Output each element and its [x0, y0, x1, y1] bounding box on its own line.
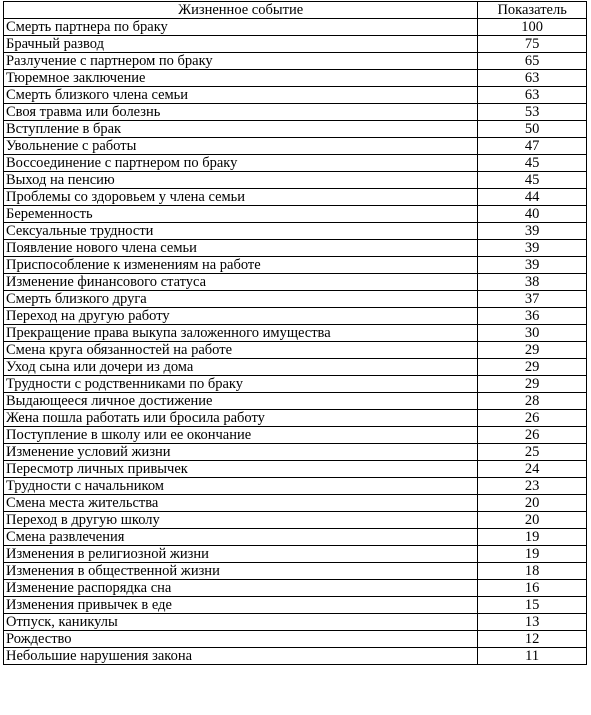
event-cell: Изменение финансового статуса: [4, 274, 478, 291]
table-row: [4, 580, 587, 597]
event-cell: Смена развлечения: [4, 529, 478, 546]
event-cell: Смерть близкого друга: [4, 291, 478, 308]
event-cell: Увольнение с работы: [4, 138, 478, 155]
event-cell: Небольшие нарушения закона: [4, 648, 478, 665]
table-row: [4, 563, 587, 580]
score-cell: 20: [478, 512, 587, 529]
score-cell: 50: [478, 121, 587, 138]
score-cell: 63: [478, 70, 587, 87]
score-cell: 13: [478, 614, 587, 631]
score-cell: 26: [478, 427, 587, 444]
table-row: [4, 87, 587, 104]
table-row: [4, 223, 587, 240]
score-cell: 37: [478, 291, 587, 308]
table-row: [4, 206, 587, 223]
event-cell: Проблемы со здоровьем у члена семьи: [4, 189, 478, 206]
event-cell: Пересмотр личных привычек: [4, 461, 478, 478]
event-cell: Изменения в религиозной жизни: [4, 546, 478, 563]
table-row: [4, 495, 587, 512]
table-body: [4, 19, 587, 665]
event-cell: Беременность: [4, 206, 478, 223]
table-row: [4, 172, 587, 189]
score-cell: 75: [478, 36, 587, 53]
event-cell: Переход в другую школу: [4, 512, 478, 529]
score-cell: 53: [478, 104, 587, 121]
table-row: [4, 70, 587, 87]
score-cell: 29: [478, 342, 587, 359]
event-cell: Жена пошла работать или бросила работу: [4, 410, 478, 427]
event-cell: Разлучение с партнером по браку: [4, 53, 478, 70]
event-cell: Появление нового члена семьи: [4, 240, 478, 257]
event-cell: Изменения привычек в еде: [4, 597, 478, 614]
table-row: [4, 240, 587, 257]
life-events-table: [3, 1, 587, 665]
score-cell: 23: [478, 478, 587, 495]
event-cell: Вступление в брак: [4, 121, 478, 138]
event-cell: Выдающееся личное достижение: [4, 393, 478, 410]
score-cell: 18: [478, 563, 587, 580]
event-cell: Смерть близкого члена семьи: [4, 87, 478, 104]
event-cell: Сексуальные трудности: [4, 223, 478, 240]
table-row: [4, 614, 587, 631]
score-cell: 39: [478, 223, 587, 240]
score-cell: 25: [478, 444, 587, 461]
event-cell: Брачный развод: [4, 36, 478, 53]
score-cell: 20: [478, 495, 587, 512]
table-row: [4, 19, 587, 36]
score-cell: 44: [478, 189, 587, 206]
event-cell: Трудности с начальником: [4, 478, 478, 495]
event-cell: Переход на другую работу: [4, 308, 478, 325]
score-cell: 16: [478, 580, 587, 597]
table-row: [4, 189, 587, 206]
score-cell: 36: [478, 308, 587, 325]
table-row: [4, 410, 587, 427]
table-row: [4, 631, 587, 648]
score-cell: 39: [478, 240, 587, 257]
event-cell: Приспособление к изменениям на работе: [4, 257, 478, 274]
table-row: [4, 512, 587, 529]
score-cell: 45: [478, 155, 587, 172]
event-cell: Поступление в школу или ее окончание: [4, 427, 478, 444]
table-row: [4, 291, 587, 308]
table-row: [4, 308, 587, 325]
score-cell: 29: [478, 376, 587, 393]
table-row: [4, 121, 587, 138]
table-row: [4, 359, 587, 376]
event-cell: Прекращение права выкупа заложенного имущества: [4, 325, 478, 342]
score-cell: 39: [478, 257, 587, 274]
score-cell: 38: [478, 274, 587, 291]
header-score: Показатель: [478, 2, 587, 19]
table-row: [4, 376, 587, 393]
event-cell: Воссоединение с партнером по браку: [4, 155, 478, 172]
table-row: [4, 104, 587, 121]
event-cell: Изменения в общественной жизни: [4, 563, 478, 580]
table-row: [4, 155, 587, 172]
event-cell: Изменение распорядка сна: [4, 580, 478, 597]
score-cell: 15: [478, 597, 587, 614]
score-cell: 12: [478, 631, 587, 648]
table-row: [4, 648, 587, 665]
score-cell: 47: [478, 138, 587, 155]
event-cell: Смена круга обязанностей на работе: [4, 342, 478, 359]
table-row: [4, 597, 587, 614]
table-header: [4, 2, 587, 19]
header-event: Жизненное событие: [4, 2, 478, 19]
table-row: [4, 342, 587, 359]
table-row: [4, 393, 587, 410]
score-cell: 26: [478, 410, 587, 427]
event-cell: Отпуск, каникулы: [4, 614, 478, 631]
score-cell: 24: [478, 461, 587, 478]
table-row: [4, 138, 587, 155]
event-cell: Уход сына или дочери из дома: [4, 359, 478, 376]
event-cell: Смена места жительства: [4, 495, 478, 512]
table-row: [4, 257, 587, 274]
event-cell: Смерть партнера по браку: [4, 19, 478, 36]
score-cell: 100: [478, 19, 587, 36]
score-cell: 28: [478, 393, 587, 410]
score-cell: 63: [478, 87, 587, 104]
event-cell: Своя травма или болезнь: [4, 104, 478, 121]
event-cell: Тюремное заключение: [4, 70, 478, 87]
score-cell: 29: [478, 359, 587, 376]
table-row: [4, 427, 587, 444]
table-row: [4, 461, 587, 478]
score-cell: 45: [478, 172, 587, 189]
score-cell: 40: [478, 206, 587, 223]
score-cell: 30: [478, 325, 587, 342]
table-row: [4, 53, 587, 70]
table-row: [4, 529, 587, 546]
table-row: [4, 546, 587, 563]
header-row: [4, 2, 587, 19]
table-row: [4, 478, 587, 495]
table-row: [4, 274, 587, 291]
table-row: [4, 325, 587, 342]
score-cell: 11: [478, 648, 587, 665]
table-row: [4, 36, 587, 53]
table-row: [4, 444, 587, 461]
score-cell: 65: [478, 53, 587, 70]
score-cell: 19: [478, 546, 587, 563]
event-cell: Выход на пенсию: [4, 172, 478, 189]
event-cell: Трудности с родственниками по браку: [4, 376, 478, 393]
score-cell: 19: [478, 529, 587, 546]
event-cell: Рождество: [4, 631, 478, 648]
event-cell: Изменение условий жизни: [4, 444, 478, 461]
